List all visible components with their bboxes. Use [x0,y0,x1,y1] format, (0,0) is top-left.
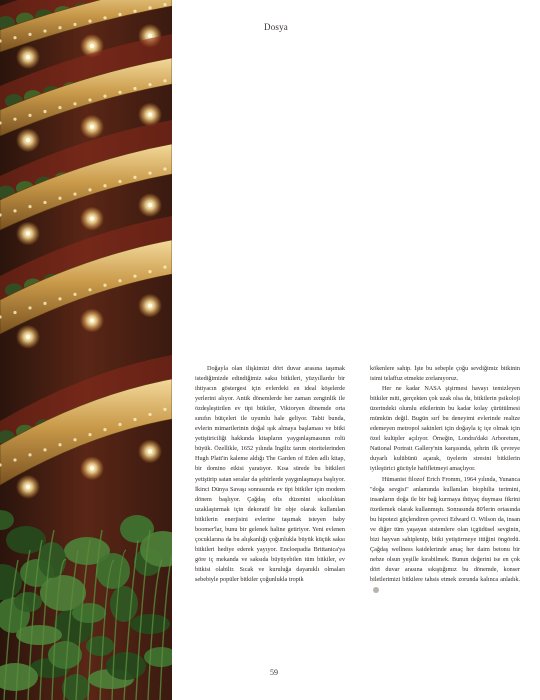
lamp-bulb [90,125,94,129]
lamp-bulb [148,303,152,307]
rail-ornament [133,418,136,421]
lamp-bulb [148,449,152,453]
rail-ornament [73,102,76,105]
rail-ornament [28,33,31,36]
rail-ornament [88,288,91,291]
rail-ornament [133,87,136,90]
rail-ornament [88,20,91,23]
section-label: Dosya [264,22,288,32]
lamp-bulb [90,44,94,48]
rail-ornament [28,205,31,208]
rail-ornament [43,29,46,32]
article-paragraph [370,475,520,596]
rail-ornament [13,209,16,212]
rail-ornament [163,79,166,82]
article-column-left [195,364,345,585]
rail-ornament [58,106,61,109]
lamp-bulb [148,203,152,207]
rail-ornament [43,448,46,451]
rail-ornament [163,266,166,269]
rail-ornament [58,26,61,29]
rail-ornament [133,275,136,278]
rail-ornament [28,114,31,117]
article-paragraph-text: Hümanist filozof Erich Fromm, 1964 yılında, Yunanca "doğa sevgisi" anlamında kullanılan biophilia terimini, insanların doğa ile bir bağ kurmaya ihtiyaç duyması fikrini özetlemek olarak kullanmıştı. Sonrasında 80'lerin ortasında bu hipotezi güçlendiren çevreci Edward O. Wilson da, insan ve diğer tüm yaşayan sistemlere olan içgüdüsel sevginin, bizi hayvan sahiplenip, bitki yetiştirmeye ittiğini öngördü. Çağdaş wellness kaidelerinde amaç her daim betonu bir nebze olsun yeşille kırabilmek. Bunun değerini ise en çok dört duvar arasına sıkıştığımız bu dönemde, konser biletlerimizi bitkilere tahsis etmek zorunda kalınca anladık. [370,475,520,583]
article-paragraph: Her ne kadar NASA şişirmesi havayı temizleyen bitkiler miti, gerçekten çok uzak olsa da, bitkilerin psikoloji üzerindeki olumlu etkilerinin bu kadar kolay çürütülmesi mümkün değil. Bugün sırf bu deneyimi evlerinde realize edemeyen metropol sakinleri için doğayla iç içe olmak için özel kulüpler açılıyor. Örneğin, Londra'daki Arboretum, National Portrait Gallery'nin karşısında, şehrin ilk çevreye duyarlı kulübünü açarak, üyelerin stresini bitkilerin iyileştirici gücüyle hafifletmeyi amaçlıyor. [370,385,520,473]
plant-foliage [110,586,138,622]
rail-ornament [103,95,106,98]
opera-house-photo [0,0,172,700]
rail-ornament [118,423,121,426]
plant-foliage [72,603,106,623]
rail-ornament [13,311,16,314]
article-paragraph: Doğayla olan ilişkimizi dört duvar arasına taşımak istediğimizde edindiğimiz saksı bitkileri, yüzyıllardır bir ihtiyacın göstergesi için evlerdeki en ideal köşelerde yerlerini alıyor. Antik dönemlerde her zaman zenginlik ile özdeşleştirilen ev tipi bitkiler, Viktoryen dönemde orta sınıfın bütçeleri ile uyumlu hale geliyor. Tabii bunda, evlerin mimarilerinin doğal ışık almaya başlaması ve bitki yetiştiriciliği hakkında kitapların yaygınlaşmasının rolü büyük. Özellikle, 1652 yılında İngiliz tarım otoritelerinden Hugh Platt'in kaleme aldığı The Garden of Eden adlı kitap, bir domino etkisi yaratıyor. Kısa sürede bu bitkileri yetiştirip satan seralar da şehirlerde yaygınlaşmaya başlıyor. İkinci Dünya Savaşı sonrasında ev tipi bitkiler için modern dönem başlıyor. Çağdaş ofis düzenini sıkıcılıktan uzaklaştırmak için dekoratif bir obje olarak kullanılan bitkilerin enerjisini evlerine taşımak isteyen baby boomer'lar, bunu bir gelenek haline getiriyor. Yeni evlenen çocuklarına da bu alışkanlığı çoğunlukla büyük küçük saksı bitkileri hediye ederek yayıyor. Encloepadia Brittanica'ya göre iç mekanda ve saksıda büyüyebilen tüm bitkiler, ev bitkisi olabilir. Sıcak ve kuruluğa dayanıklı olmaları sebebiyle popüler bitkiler çoğunlukla tropik [195,365,345,583]
plant-foliage [14,592,42,612]
rail-ornament [163,167,166,170]
rail-ornament [118,91,121,94]
plant-foliage [38,542,66,578]
rail-ornament [73,293,76,296]
lamp-bulb [148,34,152,38]
rail-ornament [148,413,151,416]
rail-ornament [58,297,61,300]
lamp-bulb [90,318,94,322]
lamp-bulb [90,466,94,470]
lamp-bulb [90,216,94,220]
rail-ornament [163,408,166,411]
rail-ornament [28,453,31,456]
plant-foliage [96,553,130,589]
rail-ornament [88,98,91,101]
rail-ornament [118,180,121,183]
rail-ornament [163,3,166,6]
rail-ornament [133,10,136,13]
rail-ornament [88,433,91,436]
end-of-article-icon [373,587,379,593]
article-paragraph: kökenlere sahip. İşte bu sebeple çoğu sevdiğimiz bitkinin isimi telaffuz etmekte zorlanıyoruz. [370,365,520,383]
rail-ornament [103,428,106,431]
rail-ornament [148,6,151,9]
rail-ornament [13,458,16,461]
rail-ornament [103,284,106,287]
page-number: 59 [270,668,278,677]
rail-ornament [28,306,31,309]
lamp-bulb [26,485,30,489]
rail-ornament [133,176,136,179]
lamp-bulb [26,138,30,142]
rail-ornament [73,192,76,195]
rail-ornament [118,279,121,282]
lamp-bulb [26,231,30,235]
rail-ornament [88,188,91,191]
rail-ornament [13,36,16,39]
rail-ornament [118,13,121,16]
rail-ornament [13,118,16,121]
rail-ornament [43,302,46,305]
rail-ornament [73,23,76,26]
rail-ornament [148,172,151,175]
balconies-illustration [0,0,172,700]
article-column-right [370,364,520,595]
rail-ornament [103,16,106,19]
rail-ornament [148,83,151,86]
rail-ornament [103,184,106,187]
rail-ornament [58,197,61,200]
lamp-bulb [26,55,30,59]
rail-ornament [73,438,76,441]
lamp-bulb [26,335,30,339]
rail-ornament [58,443,61,446]
lamp-bulb [148,112,152,116]
rail-ornament [148,270,151,273]
rail-ornament [43,201,46,204]
rail-ornament [43,110,46,113]
